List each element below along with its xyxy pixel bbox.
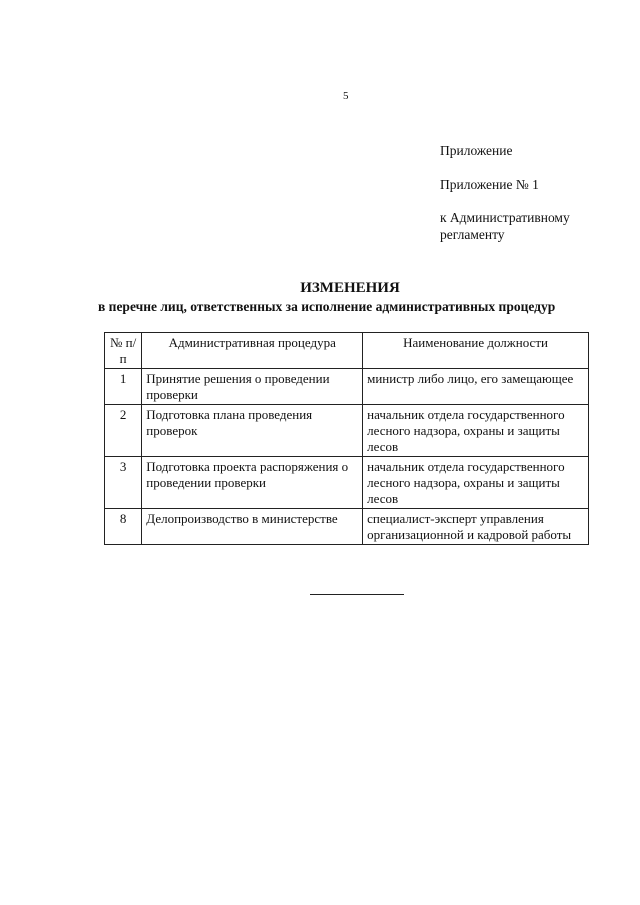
page-number: 5: [343, 90, 349, 102]
row-number: 3: [105, 457, 142, 509]
appendix-label: Приложение: [440, 143, 513, 158]
table-row: [105, 509, 589, 545]
row-position: министр либо лицо, его замещающее: [363, 369, 589, 405]
appendix-reference: к Административному регламенту: [440, 210, 570, 242]
row-procedure: Делопроизводство в министерстве: [142, 509, 363, 545]
row-procedure: Подготовка проекта распоряжения о проведении проверки: [142, 457, 363, 509]
header-number: № п/п: [105, 333, 142, 369]
table-row: [105, 405, 589, 457]
end-rule: [310, 594, 404, 595]
appendix-number: Приложение № 1: [440, 177, 539, 192]
table-header-row: [105, 333, 589, 369]
row-procedure: Подготовка плана проведения проверок: [142, 405, 363, 457]
row-number: 2: [105, 405, 142, 457]
row-position: начальник отдела государственного лесного надзора, охраны и защиты лесов: [363, 457, 589, 509]
header-position: Наименование должности: [363, 333, 589, 369]
procedures-table: [104, 332, 589, 545]
row-number: 1: [105, 369, 142, 405]
header-procedure: Административная процедура: [142, 333, 363, 369]
row-number: 8: [105, 509, 142, 545]
row-position: начальник отдела государственного лесного надзора, охраны и защиты лесов: [363, 405, 589, 457]
document-title: ИЗМЕНЕНИЯ: [300, 280, 400, 296]
row-position: специалист-эксперт управления организационной и кадровой работы: [363, 509, 589, 545]
row-procedure: Принятие решения о проведении проверки: [142, 369, 363, 405]
table-row: [105, 369, 589, 405]
document-subtitle: в перечне лиц, ответственных за исполнение административных процедур: [98, 299, 556, 314]
table-row: [105, 457, 589, 509]
